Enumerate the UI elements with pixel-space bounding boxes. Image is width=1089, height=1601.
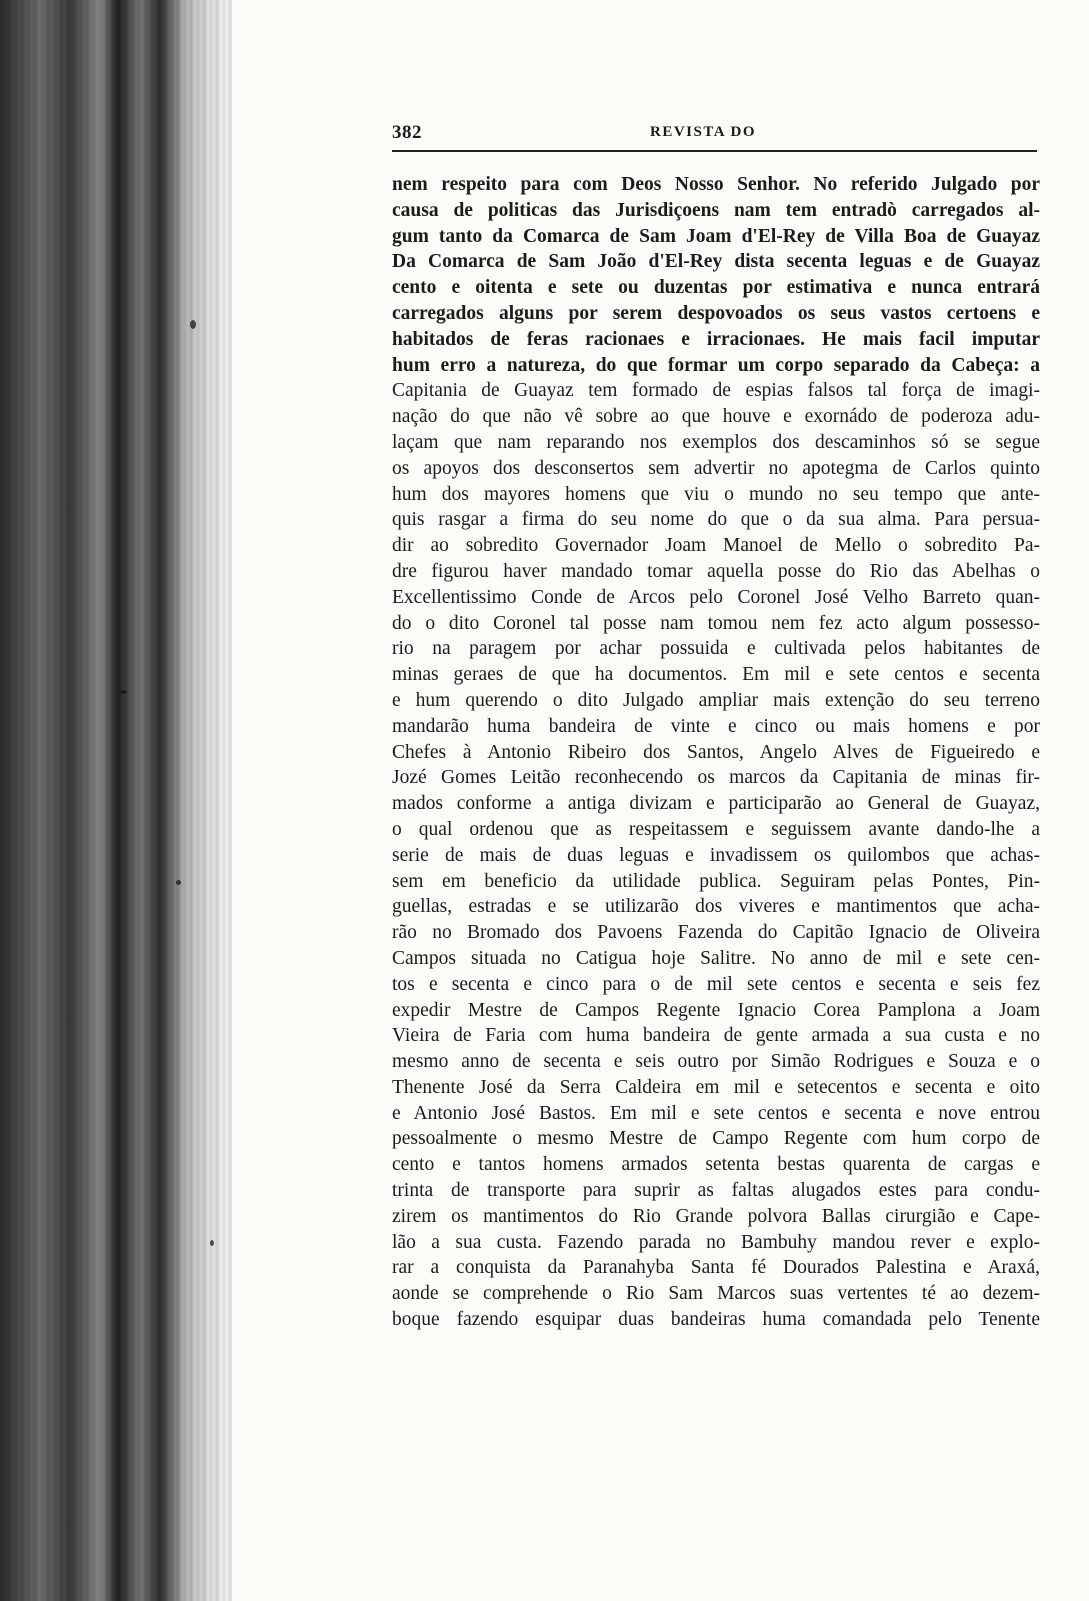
text-line: quis rasgar a firma do seu nome do que o da sua alma. Para persua- — [392, 509, 1040, 531]
text-line: pessoalmente o mesmo Mestre de Campo Regente com hum corpo de — [392, 1128, 1040, 1150]
text-line: hum erro a natureza, do que formar um corpo separado da Cabeça: a — [392, 354, 1040, 376]
text-line: mesmo anno de secenta e seis outro por Simão Rodrigues e Souza e o — [392, 1051, 1040, 1073]
body-text — [392, 172, 1040, 1333]
text-line: Da Comarca de Sam João d'El-Rey dista secenta leguas e de Guayaz — [392, 251, 1040, 273]
running-title: REVISTA DO — [650, 124, 756, 140]
text-line: Jozé Gomes Leitão reconhecendo os marcos da Capitania de minas fir- — [392, 767, 1040, 789]
text-line: habitados de feras racionaes e irracionaes. He mais facil imputar — [392, 328, 1040, 350]
text-line: e Antonio José Bastos. Em mil e sete centos e secenta e nove entrou — [392, 1102, 1040, 1124]
scan-speck — [210, 1240, 214, 1246]
text-line: lão a sua custa. Fazendo parada no Bambuhy mandou rever e explo- — [392, 1231, 1040, 1253]
text-line: Excellentissimo Conde de Arcos pelo Coronel José Velho Barreto quan- — [392, 586, 1040, 608]
text-line: cento e tantos homens armados setenta bestas quarenta de cargas e — [392, 1154, 1040, 1176]
text-line: o qual ordenou que as respeitassem e seguissem avante dando-lhe a — [392, 818, 1040, 840]
text-line: Vieira de Faria com huma bandeira de gente armada a sua custa e no — [392, 1025, 1040, 1047]
book-gutter-shadow — [0, 0, 232, 1601]
text-line: carregados alguns por serem despovoados os seus vastos certoens e — [392, 302, 1040, 324]
page-number: 382 — [392, 122, 422, 143]
text-line: rar a conquista da Paranahyba Santa fé Dourados Palestina e Araxá, — [392, 1257, 1040, 1279]
text-line: trinta de transporte para suprir as faltas alugados estes para condu- — [392, 1180, 1040, 1202]
text-line: guellas, estradas e se utilizarão dos viveres e mantimentos que acha- — [392, 896, 1040, 918]
text-line: dre figurou haver mandado tomar aquella posse do Rio das Abelhas o — [392, 560, 1040, 582]
scan-speck — [190, 320, 196, 329]
text-line: boque fazendo esquipar duas bandeiras huma comandada pelo Tenente — [392, 1309, 1040, 1331]
text-line: mandarão huma bandeira de vinte e cinco ou mais homens e por — [392, 715, 1040, 737]
text-line: rão no Bromado dos Pavoens Fazenda do Capitão Ignacio de Oliveira — [392, 922, 1040, 944]
text-line: Campos situada no Catigua hoje Salitre. No anno de mil e sete cen- — [392, 947, 1040, 969]
text-line: rio na paragem por achar possuida e cultivada pelos habitantes de — [392, 638, 1040, 660]
scan-speck — [176, 880, 181, 885]
text-line: hum dos mayores homens que viu o mundo no seu tempo que ante- — [392, 483, 1040, 505]
text-line: gum tanto da Comarca de Sam Joam d'El-Rey de Villa Boa de Guayaz — [392, 225, 1040, 247]
text-line: causa de politicas das Jurisdiçoens nam tem entradò carregados al- — [392, 199, 1040, 221]
text-line: cento e oitenta e sete ou duzentas por estimativa e nunca entrará — [392, 277, 1040, 299]
text-line: Thenente José da Serra Caldeira em mil e setecentos e secenta e oito — [392, 1076, 1040, 1098]
scan-speck — [120, 690, 127, 694]
text-line: do o dito Coronel tal posse nam tomou nem fez acto algum possesso- — [392, 612, 1040, 634]
text-line: laçam que nam reparando nos exemplos dos descaminhos só se segue — [392, 431, 1040, 453]
page-header — [392, 120, 1037, 152]
text-line: nação do que não vê sobre ao que houve e exornádo de poderoza adu- — [392, 406, 1040, 428]
text-line: e hum querendo o dito Julgado ampliar mais extenção do seu terreno — [392, 689, 1040, 711]
text-line: aonde se comprehende o Rio Sam Marcos suas vertentes té ao dezem- — [392, 1283, 1040, 1305]
text-line: minas geraes de que ha documentos. Em mil e sete centos e secenta — [392, 664, 1040, 686]
text-line: sem em beneficio da utilidade publica. Seguiram pelas Pontes, Pin- — [392, 870, 1040, 892]
text-line: serie de mais de duas leguas e invadissem os quilombos que achas- — [392, 844, 1040, 866]
text-line: expedir Mestre de Campos Regente Ignacio Corea Pamplona a Joam — [392, 999, 1040, 1021]
text-line: zirem os mantimentos do Rio Grande polvora Ballas cirurgião e Cape- — [392, 1205, 1040, 1227]
text-line: Capitania de Guayaz tem formado de espias falsos tal força de imagi- — [392, 380, 1040, 402]
text-line: mados conforme a antiga divizam e participarão ao General de Guayaz, — [392, 793, 1040, 815]
text-line: dir ao sobredito Governador Joam Manoel de Mello o sobredito Pa- — [392, 535, 1040, 557]
text-line: Chefes à Antonio Ribeiro dos Santos, Angelo Alves de Figueiredo e — [392, 741, 1040, 763]
text-line: tos e secenta e cinco para o de mil sete centos e secenta e seis fez — [392, 973, 1040, 995]
text-line: nem respeito para com Deos Nosso Senhor. No referido Julgado por — [392, 174, 1040, 195]
text-line: os apoyos dos desconsertos sem advertir no apotegma de Carlos quinto — [392, 457, 1040, 479]
